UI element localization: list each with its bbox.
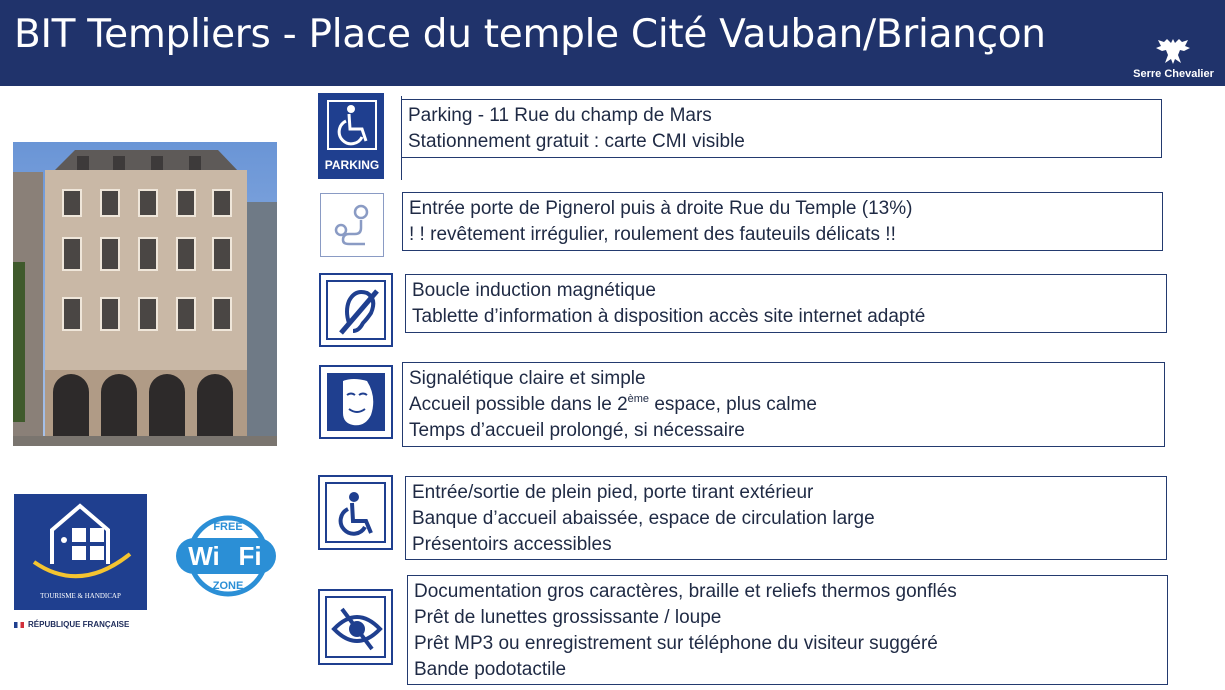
page-title: BIT Templiers - Place du temple Cité Vauban/Briançon: [14, 12, 1046, 57]
mental-line-3: Temps d’accueil prolongé, si nécessaire: [409, 420, 745, 441]
parking-accessible-icon: [318, 93, 384, 179]
mental-line-1: Signalétique claire et simple: [409, 368, 646, 389]
tourisme-handicap-label: TOURISME & HANDICAP: [40, 592, 121, 600]
mobility-line-1: Entrée/sortie de plein pied, porte tirant extérieur: [412, 482, 814, 503]
ordinal-superscript: ème: [627, 392, 650, 405]
hearing-line-2: Tablette d’information à disposition accès site internet adapté: [412, 306, 926, 327]
wifi-wi-text: Wi: [188, 541, 220, 571]
wifi-fi-text: Fi: [238, 541, 262, 571]
hearing-info-box: [405, 274, 1167, 333]
mobility-line-2: Banque d’accueil abaissée, espace de circulation large: [412, 508, 875, 529]
wheelchair-icon: [318, 475, 393, 550]
visual-line-4: Bande podotactile: [414, 659, 567, 680]
mental-info-box: [402, 362, 1165, 447]
french-flag-icon: [14, 622, 24, 628]
mobility-info-box: [405, 476, 1167, 560]
header-banner: [0, 0, 1225, 86]
wifi-free-text: FREE: [213, 521, 243, 533]
parking-label: PARKING: [324, 158, 380, 172]
visual-line-2: Prêt de lunettes grossissante / loupe: [414, 607, 722, 628]
visual-info-box: [407, 575, 1168, 685]
parking-line-2: Stationnement gratuit : carte CMI visible: [408, 131, 745, 152]
route-line-2: ! ! revêtement irrégulier, roulement des fauteuils délicats !!: [409, 224, 896, 245]
visual-line-3: Prêt MP3 ou enregistrement sur téléphone du visiteur suggéré: [414, 633, 938, 654]
route-map-pin-icon: [320, 193, 384, 257]
brand-label: Serre Chevalier: [1133, 68, 1214, 80]
parking-line-1: Parking - 11 Rue du champ de Mars: [408, 105, 712, 126]
tourisme-handicap-logo: [12, 492, 149, 632]
wifi-zone-text: ZONE: [212, 580, 244, 592]
republique-francaise-label: RÉPUBLIQUE FRANÇAISE: [14, 620, 147, 629]
hearing-line-1: Boucle induction magnétique: [412, 280, 657, 301]
tourisme-handicap-badge: [14, 494, 147, 610]
hearing-impaired-icon: [319, 273, 393, 347]
parking-info-box: [401, 99, 1162, 158]
route-info-box: [402, 192, 1163, 251]
mental-line-2: Accueil possible dans le 2ème espace, plus calme: [409, 392, 817, 415]
eagle-icon: [1154, 36, 1192, 66]
visual-line-1: Documentation gros caractères, braille et reliefs thermos gonflés: [414, 581, 957, 602]
visual-impaired-icon: [318, 589, 393, 665]
route-line-1: Entrée porte de Pignerol puis à droite Rue du Temple (13%): [409, 198, 913, 219]
building-photo: [13, 142, 277, 446]
brand-logo: [1122, 32, 1225, 84]
mobility-line-3: Présentoirs accessibles: [412, 534, 612, 555]
mental-disability-icon: [319, 365, 393, 439]
free-wifi-logo: [170, 512, 278, 600]
